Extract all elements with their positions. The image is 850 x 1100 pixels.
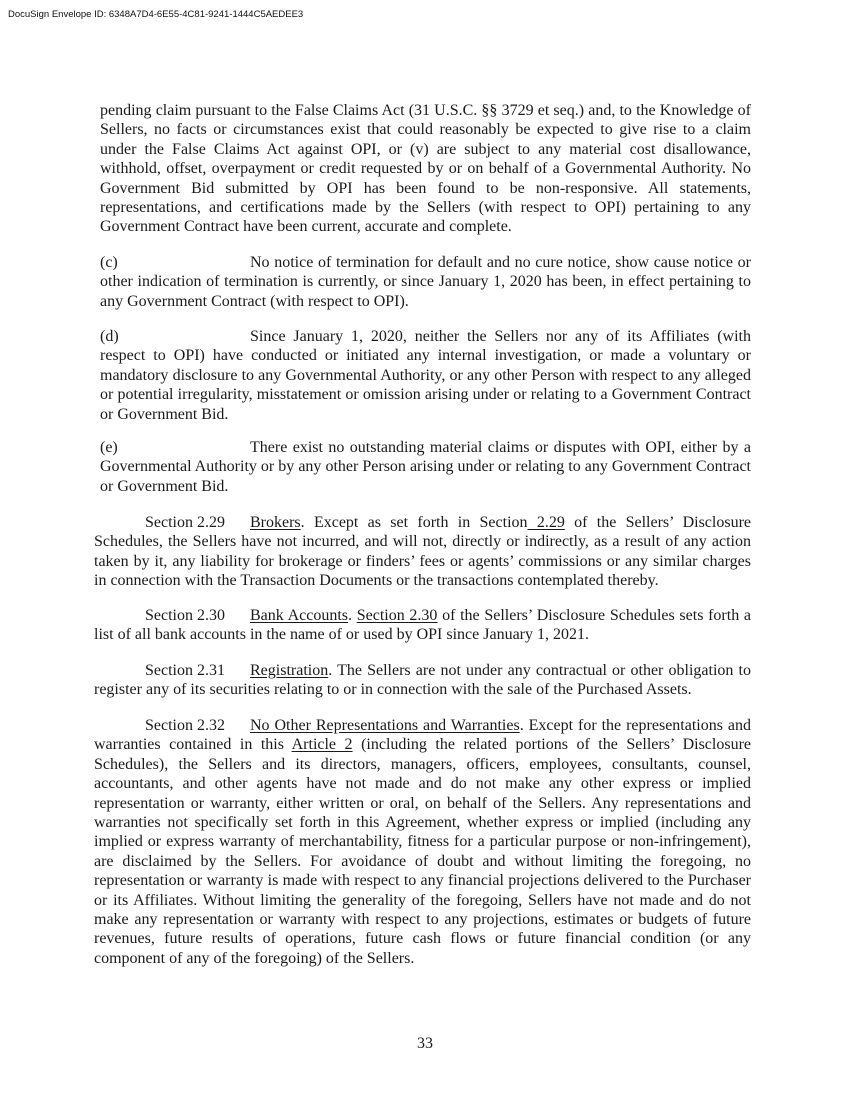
section-number: Section 2.29	[145, 514, 225, 531]
section-text: of the Sellers’ Disclosure Schedules sets forth a list of all bank accounts in the name of or used by OPI since January 1, 2021.	[94, 607, 751, 644]
section-number: Section 2.31	[145, 662, 225, 679]
clause-text: There exist no outstanding material claims or disputes with OPI, either by a Governmental Authority or by any other Person arising under or relating to any Government Contract or Government Bid.	[100, 439, 751, 495]
section-text: (including the related portions of the Sellers’ Disclosure Schedules), the Sellers and its directors, managers, officers, employees, consultants, counsel, accountants, and other agents have not made and do not make any other express or implied representation or warranty, either written or oral, on behalf of the Sellers. Any representations and warranties not specifically set forth in this Agreement, whether express or implied (including any implied or express warranty of merchantability, fitness for a particular purpose or non-infringement), are disclaimed by the Sellers. For avoidance of doubt and without limiting the foregoing, no representation or warranty is made with respect to any financial projections delivered to the Purchaser or its Affiliates. Without limiting the generality of the foregoing, Sellers have not made and do not make any representation or warranty with respect to any projections, estimates or budgets of future revenues, future results of operations, future cash flows or future financial condition (or any component of any of the foregoing) of the Sellers.	[94, 736, 752, 967]
intro-paragraph	[100, 101, 751, 237]
clause-text: No notice of termination for default and no cure notice, show cause notice or other indication of termination is currently, or since January 1, 2020 has been, in effect pertaining to any Government Contract (with respect to OPI).	[100, 254, 751, 310]
section-2-29	[94, 513, 751, 591]
page-number: 33	[417, 1035, 433, 1052]
section-number: Section 2.32	[145, 717, 225, 734]
clause-e	[100, 438, 751, 496]
section-title: Brokers	[250, 514, 301, 531]
section-text: .	[348, 607, 357, 624]
section-title: Bank Accounts	[250, 607, 349, 624]
section-text: . Except as set forth in Section	[300, 514, 528, 531]
section-2-32	[94, 716, 751, 968]
clause-label: (e)	[100, 439, 118, 456]
clause-c	[100, 253, 751, 311]
section-title: No Other Representations and Warranties	[250, 717, 520, 734]
clause-label: (c)	[100, 254, 118, 271]
section-2-31	[94, 661, 751, 700]
section-text: of the Sellers’ Disclosure Schedules, the Sellers have not incurred, and will not, directly or indirectly, as a result of any action taken by it, any liability for brokerage or finders’ fees or agents’ commissions or any similar charges in connection with the Transaction Documents or the transactions contemplated thereby.	[94, 514, 752, 590]
clause-d	[100, 327, 751, 424]
section-2-30	[94, 606, 751, 645]
section-number: Section 2.30	[145, 607, 225, 624]
section-text: . Except for the representations and warranties contained in this	[94, 717, 752, 754]
section-reference: Section 2.30	[356, 607, 438, 624]
clause-label: (d)	[100, 328, 119, 345]
section-title: Registration	[250, 662, 329, 679]
section-reference: 2.29	[527, 514, 565, 531]
section-text: . The Sellers are not under any contractual or other obligation to register any of its securities relating to or in connection with the sale of the Purchased Assets.	[94, 662, 751, 699]
docusign-envelope-id: DocuSign Envelope ID: 6348A7D4-6E55-4C81-9241-1444C5AEDEE3	[8, 9, 304, 20]
clause-text: Since January 1, 2020, neither the Sellers nor any of its Affiliates (with respect to OPI) have conducted or initiated any internal investigation, or made a voluntary or mandatory disclosure to any Governmental Authority, or any other Person with respect to any alleged or potential irregularity, misstatement or omission arising under or relating to a Government Contract or Government Bid.	[100, 328, 751, 423]
intro-paragraph-text: pending claim pursuant to the False Claims Act (31 U.S.C. §§ 3729 et seq.) and, to the Knowledge of Sellers, no facts or circumstances exist that could reasonably be expected to give rise to a claim under the False Claims Act against OPI, or (v) are subject to any material cost disallowance, withhold, offset, overpayment or credit requested by or on behalf of a Governmental Authority. No Government Bid submitted by OPI has been found to be non-responsive. All statements, representations, and certifications made by the Sellers (with respect to OPI) pertaining to any Government Contract have been current, accurate and complete.	[100, 102, 751, 236]
section-reference: Article 2	[291, 736, 353, 754]
